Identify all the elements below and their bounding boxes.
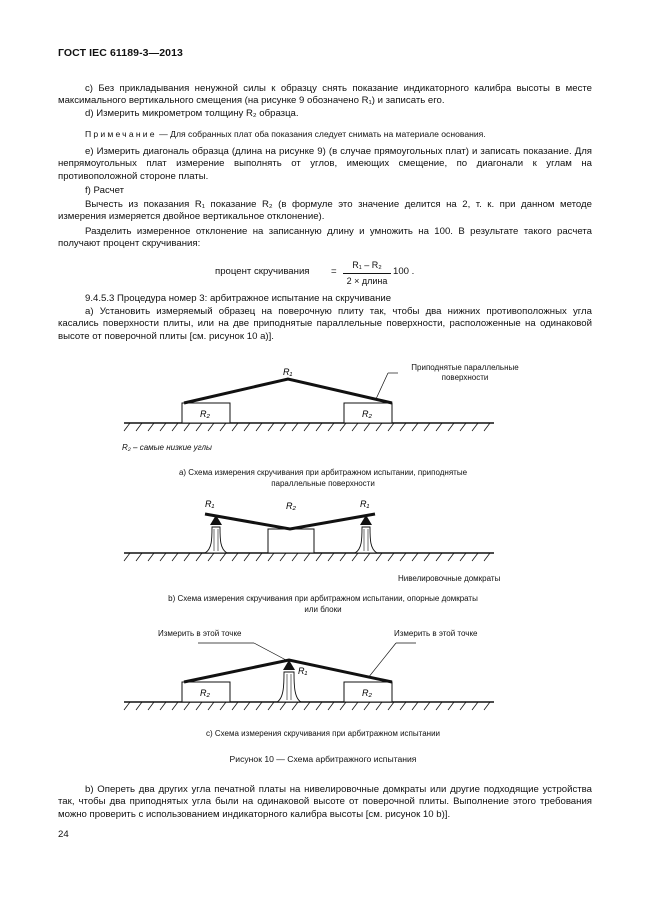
surface-hatching bbox=[124, 423, 490, 431]
figure-title: Рисунок 10 — Схема арбитражного испытания bbox=[229, 754, 417, 764]
formula-fraction-bar bbox=[343, 273, 391, 274]
label-r2-left: R₂ bbox=[200, 409, 210, 419]
callout-leader bbox=[376, 373, 388, 399]
label-r1-c: R₁ bbox=[298, 666, 308, 676]
paragraph-f: f) Расчет bbox=[85, 185, 125, 196]
left-jack bbox=[205, 515, 227, 553]
surface-hatching-b bbox=[124, 553, 490, 561]
formula-lhs: процент скручивания bbox=[215, 266, 310, 277]
formula-denominator: 2 × длина bbox=[346, 276, 388, 286]
leader-left bbox=[254, 643, 286, 660]
formula-numerator: R₁ – R₂ bbox=[352, 260, 382, 270]
paragraph-f2: Разделить измеренное отклонение на записанную длину и умножить на 100. В результате такого расчета получают процент скручивания: bbox=[58, 226, 592, 250]
note-text: — Для собранных плат оба показания следует снимать на материале основания. bbox=[156, 129, 486, 139]
paragraph-f1: Вычесть из показания R₁ показание R₂ (в формуле это значение делится на 2, т. к. при данном методе измерения измеряется двойное вертикальное отклонение). bbox=[58, 199, 592, 223]
lowest-corners-note: R₂ – самые низкие углы bbox=[122, 443, 212, 452]
label-r1-left: R₁ bbox=[205, 499, 215, 509]
twist-formula bbox=[0, 258, 646, 294]
figure-10c bbox=[0, 638, 646, 718]
page-number: 24 bbox=[58, 829, 69, 840]
callout-measure-left: Измерить в этой точке bbox=[158, 629, 242, 638]
caption-10c: c) Схема измерения скручивания при арбитражном испытании bbox=[205, 729, 441, 738]
paragraph-e: e) Измерить диагональ образца (длина на рисунке 9) (в случае прямоугольных плат) и записать показание. Для непрямоугольных плат измерение выполнять от углов, имеющих смещение, по диагонали к углам на противоположной стороне платы. bbox=[58, 146, 592, 182]
board-on-jacks bbox=[205, 514, 375, 529]
paragraph-c: c) Без прикладывания ненужной силы к образцу снять показание индикаторного калибра высоты в месте максимального вертикального смещения (на рисунке 9 обозначено R₁) и записать его. bbox=[58, 83, 593, 107]
page-header: ГОСТ IEC 61189-3—2013 bbox=[58, 47, 183, 59]
callout-raised-surfaces: Приподнятые параллельные поверхности bbox=[411, 363, 519, 382]
figure-10a bbox=[0, 355, 646, 475]
paragraph-a: a) Установить измеряемый образец на поверочную плиту так, чтобы два нижних противоположных угла касались поверхности плиты, или на две приподнятые параллельные поверхности, расположенные на одинаковой высоте от поверочной плиты [см. рисунок 10 а)]. bbox=[58, 306, 592, 342]
label-r2-center: R₂ bbox=[286, 501, 296, 511]
label-r1: R₁ bbox=[283, 367, 293, 377]
paragraph-d: d) Измерить микрометром толщину R₂ образца. bbox=[85, 108, 299, 119]
section-heading: 9.4.5.3 Процедура номер 3: арбитражное испытание на скручивание bbox=[85, 293, 392, 304]
paragraph-b: b) Опереть два других угла печатной платы на нивелировочные домкраты или другие подходящие устройства так, чтобы два приподнятых угла были на одинаковой высоте от поверочной плиты. Выполнение этого требования можно проверить с использованием индикаторного калибра высоты [см. рисунок 10 b)]. bbox=[58, 784, 592, 820]
caption-10b: b) Схема измерения скручивания при арбитражном испытании, опорные домкраты или блоки bbox=[168, 594, 478, 614]
warped-board bbox=[184, 379, 392, 403]
center-block bbox=[268, 529, 314, 553]
note bbox=[58, 128, 592, 140]
caption-10a: a) Схема измерения скручивания при арбитражном испытании, приподнятые параллельные поверхности bbox=[178, 468, 468, 488]
label-r2-left-c: R₂ bbox=[200, 688, 210, 698]
figure-10b bbox=[0, 495, 646, 565]
surface-hatching-c bbox=[124, 702, 490, 710]
formula-factor: 100 . bbox=[393, 266, 415, 277]
label-r2-right: R₂ bbox=[362, 409, 372, 419]
label-r2-right-c: R₂ bbox=[362, 688, 372, 698]
callout-measure-right: Измерить в этой точке bbox=[394, 629, 478, 638]
leader-right bbox=[368, 643, 396, 678]
callout-leveling-jacks: Нивелировочные домкраты bbox=[398, 574, 501, 583]
formula-equals: = bbox=[331, 266, 337, 277]
note-prefix: Примечание bbox=[85, 129, 157, 139]
right-jack bbox=[355, 515, 377, 553]
label-r1-right: R₁ bbox=[360, 499, 370, 509]
